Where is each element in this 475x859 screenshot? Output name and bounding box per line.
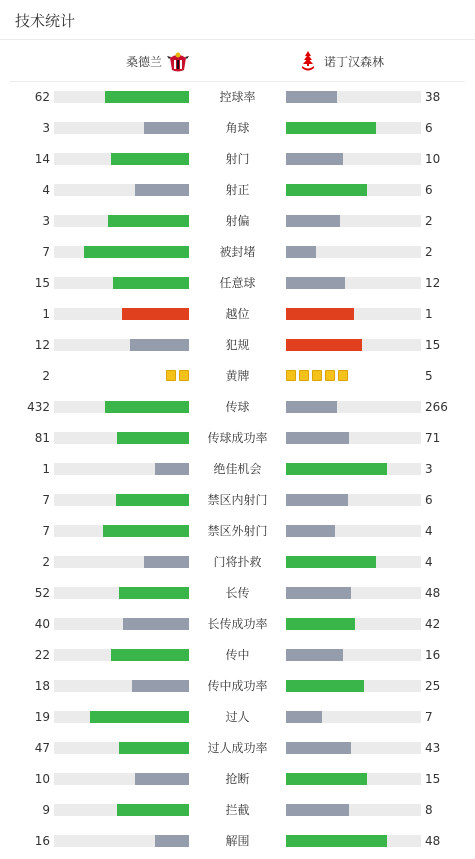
home-bar-fill (123, 618, 189, 630)
away-bar-track (286, 494, 421, 506)
away-bar-fill (286, 184, 367, 196)
home-value: 10 (34, 772, 50, 786)
stat-row (0, 84, 475, 115)
away-bar-track (286, 432, 421, 444)
home-value: 4 (42, 183, 50, 197)
stat-label: 传中成功率 (207, 679, 268, 693)
home-bar-fill (117, 432, 189, 444)
home-bar-fill (135, 184, 189, 196)
stat-row (0, 363, 475, 394)
stat-label: 抢断 (225, 772, 250, 786)
away-bar-track (286, 401, 421, 413)
stat-row (0, 208, 475, 239)
sunderland-crest-icon (166, 49, 190, 73)
home-bar-track (54, 308, 189, 320)
stat-label: 传球成功率 (207, 431, 268, 445)
home-bar-fill (119, 587, 189, 599)
home-bar-track (54, 742, 189, 754)
home-team-name: 桑德兰 (125, 54, 162, 69)
stat-label: 拦截 (225, 803, 250, 817)
home-value: 9 (42, 803, 50, 817)
home-bar-fill (111, 649, 189, 661)
yellow-card-icon (166, 370, 176, 381)
away-bar-track (286, 680, 421, 692)
yellow-card-icon (179, 370, 189, 381)
away-value: 7 (425, 710, 433, 724)
away-value: 16 (425, 648, 441, 662)
away-value: 266 (425, 400, 448, 414)
away-bar-fill (286, 618, 355, 630)
home-value: 81 (34, 431, 50, 445)
home-bar-fill (103, 525, 189, 537)
home-value: 1 (42, 307, 50, 321)
home-value: 15 (34, 276, 50, 290)
home-bar-track (54, 246, 189, 258)
home-yellow-cards (54, 370, 189, 382)
away-bar-fill (286, 525, 335, 537)
stat-row (0, 115, 475, 146)
home-value: 52 (34, 586, 50, 600)
home-bar-track (54, 277, 189, 289)
home-value: 7 (42, 245, 50, 259)
home-bar-track (54, 835, 189, 847)
away-value: 2 (425, 214, 433, 228)
home-value: 16 (34, 834, 50, 848)
away-bar-fill (286, 742, 351, 754)
stat-row (0, 177, 475, 208)
away-bar-fill (286, 494, 348, 506)
home-bar-fill (108, 215, 189, 227)
home-bar-track (54, 649, 189, 661)
stat-label: 过人成功率 (207, 741, 268, 755)
home-bar-fill (119, 742, 189, 754)
home-bar-track (54, 215, 189, 227)
away-bar-fill (286, 835, 387, 847)
home-bar-track (54, 339, 189, 351)
away-value: 5 (425, 369, 433, 383)
stat-row (0, 642, 475, 673)
away-value: 48 (425, 834, 441, 848)
home-bar-fill (113, 277, 189, 289)
home-bar-track (54, 618, 189, 630)
home-bar-track (54, 711, 189, 723)
away-team[interactable] (296, 41, 384, 81)
yellow-card-icon (338, 370, 348, 381)
nottingham-forest-crest-icon (296, 49, 320, 73)
stat-label: 射偏 (225, 214, 250, 228)
stat-row (0, 487, 475, 518)
away-value: 43 (425, 741, 441, 755)
away-value: 12 (425, 276, 441, 290)
stat-label: 任意球 (219, 276, 256, 290)
away-value: 48 (425, 586, 441, 600)
home-bar-track (54, 91, 189, 103)
home-team[interactable] (126, 41, 190, 81)
stat-label: 射门 (225, 152, 250, 166)
away-bar-track (286, 91, 421, 103)
away-bar-track (286, 463, 421, 475)
away-value: 15 (425, 772, 441, 786)
home-bar-fill (111, 153, 189, 165)
stat-row (0, 425, 475, 456)
away-bar-track (286, 649, 421, 661)
home-value: 47 (34, 741, 50, 755)
teams-header (10, 41, 465, 82)
away-value: 6 (425, 121, 433, 135)
away-bar-fill (286, 711, 322, 723)
stat-row (0, 735, 475, 766)
stat-label: 长传 (225, 586, 250, 600)
away-bar-fill (286, 649, 343, 661)
away-bar-fill (286, 153, 343, 165)
home-bar-fill (105, 401, 189, 413)
away-bar-fill (286, 773, 367, 785)
home-value: 40 (34, 617, 50, 631)
away-value: 6 (425, 493, 433, 507)
stat-label: 犯规 (225, 338, 250, 352)
away-yellow-cards (286, 370, 421, 382)
stat-label: 绝佳机会 (213, 462, 262, 476)
away-bar-fill (286, 587, 351, 599)
stat-label: 黄牌 (225, 369, 250, 383)
away-bar-track (286, 742, 421, 754)
away-value: 6 (425, 183, 433, 197)
stat-row (0, 239, 475, 270)
stat-label: 传球 (225, 400, 250, 414)
away-bar-track (286, 215, 421, 227)
home-value: 3 (42, 121, 50, 135)
away-bar-track (286, 587, 421, 599)
home-bar-track (54, 122, 189, 134)
home-bar-fill (155, 835, 189, 847)
stat-label: 传中 (225, 648, 250, 662)
stat-label: 被封堵 (219, 245, 256, 259)
home-bar-track (54, 401, 189, 413)
away-bar-track (286, 153, 421, 165)
away-bar-track (286, 339, 421, 351)
away-bar-fill (286, 463, 387, 475)
away-bar-track (286, 277, 421, 289)
away-bar-track (286, 246, 421, 258)
home-bar-fill (122, 308, 190, 320)
stat-row (0, 704, 475, 735)
stat-label: 门将扑救 (213, 555, 262, 569)
home-bar-track (54, 556, 189, 568)
away-bar-fill (286, 215, 340, 227)
away-bar-track (286, 184, 421, 196)
stat-row (0, 797, 475, 828)
home-bar-fill (84, 246, 189, 258)
away-value: 71 (425, 431, 441, 445)
away-bar-track (286, 556, 421, 568)
header (0, 0, 475, 40)
away-value: 1 (425, 307, 433, 321)
away-bar-track (286, 618, 421, 630)
stat-row (0, 828, 475, 859)
home-bar-track (54, 432, 189, 444)
away-bar-fill (286, 432, 349, 444)
home-bar-track (54, 773, 189, 785)
away-bar-fill (286, 308, 354, 320)
away-team-name: 诺丁汉森林 (324, 54, 385, 69)
away-bar-track (286, 308, 421, 320)
home-bar-fill (144, 556, 189, 568)
home-value: 19 (34, 710, 50, 724)
stat-row (0, 766, 475, 797)
stat-row (0, 580, 475, 611)
home-bar-track (54, 463, 189, 475)
away-bar-track (286, 525, 421, 537)
stat-row (0, 394, 475, 425)
page-title: 技术统计 (15, 12, 76, 30)
away-value: 8 (425, 803, 433, 817)
away-value: 10 (425, 152, 441, 166)
home-bar-fill (144, 122, 189, 134)
home-bar-track (54, 184, 189, 196)
home-bar-fill (155, 463, 189, 475)
yellow-card-icon (325, 370, 335, 381)
away-bar-track (286, 804, 421, 816)
away-value: 2 (425, 245, 433, 259)
home-value: 7 (42, 493, 50, 507)
stat-row (0, 270, 475, 301)
home-value: 2 (42, 369, 50, 383)
stat-label: 解围 (225, 834, 250, 848)
yellow-card-icon (312, 370, 322, 381)
away-bar-fill (286, 556, 376, 568)
stats-list (0, 84, 475, 859)
yellow-card-icon (286, 370, 296, 381)
stat-label: 禁区内射门 (207, 493, 268, 507)
home-bar-track (54, 680, 189, 692)
stat-row (0, 673, 475, 704)
stat-label: 长传成功率 (207, 617, 268, 631)
home-bar-fill (130, 339, 189, 351)
yellow-card-icon (299, 370, 309, 381)
stat-label: 越位 (225, 307, 250, 321)
home-bar-fill (117, 804, 189, 816)
home-bar-track (54, 153, 189, 165)
home-bar-fill (116, 494, 189, 506)
away-value: 38 (425, 90, 441, 104)
stat-row (0, 456, 475, 487)
home-bar-track (54, 587, 189, 599)
home-value: 432 (27, 400, 50, 414)
away-bar-fill (286, 680, 364, 692)
stat-label: 控球率 (219, 90, 256, 104)
home-bar-track (54, 494, 189, 506)
home-value: 3 (42, 214, 50, 228)
away-value: 3 (425, 462, 433, 476)
home-value: 12 (34, 338, 50, 352)
away-bar-track (286, 122, 421, 134)
home-value: 7 (42, 524, 50, 538)
stat-label: 角球 (225, 121, 250, 135)
stat-row (0, 301, 475, 332)
home-bar-fill (132, 680, 189, 692)
away-value: 15 (425, 338, 441, 352)
home-bar-track (54, 525, 189, 537)
stat-label: 射正 (225, 183, 250, 197)
away-value: 42 (425, 617, 441, 631)
home-value: 1 (42, 462, 50, 476)
away-bar-fill (286, 246, 316, 258)
stat-row (0, 146, 475, 177)
away-bar-fill (286, 401, 337, 413)
stat-label: 禁区外射门 (207, 524, 268, 538)
home-value: 22 (34, 648, 50, 662)
away-bar-fill (286, 91, 337, 103)
away-bar-track (286, 773, 421, 785)
home-value: 18 (34, 679, 50, 693)
stat-row (0, 518, 475, 549)
stat-row (0, 332, 475, 363)
home-value: 14 (34, 152, 50, 166)
stat-label: 过人 (225, 710, 250, 724)
home-bar-track (54, 804, 189, 816)
away-bar-fill (286, 277, 345, 289)
away-value: 4 (425, 524, 433, 538)
home-value: 62 (34, 90, 50, 104)
away-value: 4 (425, 555, 433, 569)
stat-row (0, 611, 475, 642)
home-bar-fill (105, 91, 189, 103)
away-bar-track (286, 835, 421, 847)
stat-row (0, 549, 475, 580)
away-bar-fill (286, 122, 376, 134)
home-bar-fill (135, 773, 189, 785)
home-value: 2 (42, 555, 50, 569)
away-bar-fill (286, 804, 349, 816)
home-bar-fill (90, 711, 189, 723)
away-bar-track (286, 711, 421, 723)
away-value: 25 (425, 679, 441, 693)
away-bar-fill (286, 339, 362, 351)
